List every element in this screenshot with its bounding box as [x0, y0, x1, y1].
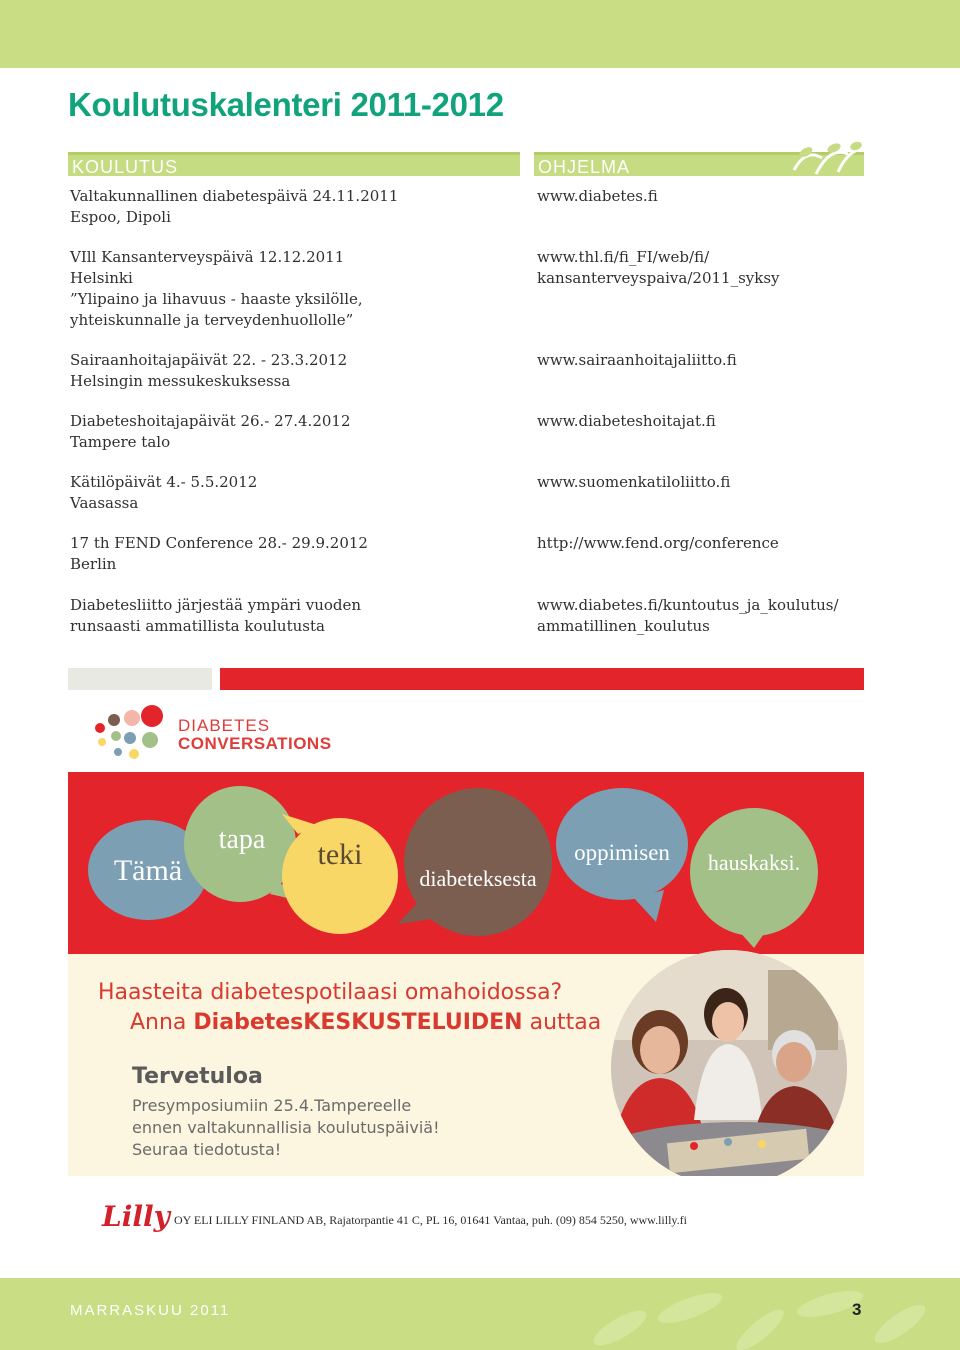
event-link-text: www.sairaanhoitajaliitto.fi — [537, 351, 737, 369]
bubble-hauskaksi — [690, 808, 818, 948]
ad-answer — [130, 1010, 601, 1035]
event-item — [70, 186, 510, 228]
ad-photo-people-icon — [598, 950, 860, 1176]
bubble-text: tapa — [218, 824, 266, 855]
event-item — [70, 350, 510, 392]
event-item — [70, 247, 510, 331]
leaf-decoration-icon — [786, 140, 866, 180]
event-link-text: www.diabeteshoitajat.fi — [537, 412, 716, 430]
divider-bar-gray — [68, 668, 212, 690]
divider-bar-red — [220, 668, 864, 690]
event-item — [70, 411, 510, 453]
event-link[interactable] — [537, 247, 867, 289]
event-title: Sairaanhoitajapäivät 22. - 23.3.2012 — [70, 351, 348, 369]
ad-welcome-line: ennen valtakunnallisia koulutuspäiviä! — [132, 1118, 440, 1137]
column-header-koulutus: KOULUTUS — [68, 152, 520, 176]
event-link[interactable] — [537, 472, 867, 493]
bubble-teki — [282, 814, 398, 934]
event-title: runsaasti ammatillista koulutusta — [70, 617, 325, 635]
event-title: VIll Kansanterveyspäivä 12.12.2011 — [70, 248, 345, 266]
bubble-text: hauskaksi. — [707, 850, 801, 875]
footer-month: MARRASKUU 2011 — [70, 1302, 231, 1319]
ad-logo-line1: DIABETES — [178, 716, 271, 735]
column-header-ohjelma: OHJELMA — [534, 152, 864, 176]
event-subtitle: yhteiskunnalle ja terveydenhuollolle” — [70, 311, 354, 329]
event-link[interactable] — [537, 533, 867, 554]
event-link-text: http://www.fend.org/conference — [537, 534, 779, 552]
diabetes-conversations-logo-icon — [92, 702, 172, 762]
ad-question: Haasteita diabetespotilaasi omahoidossa? — [98, 980, 563, 1005]
event-item — [70, 595, 510, 637]
event-item — [70, 472, 510, 514]
bubble-text: teki — [317, 838, 363, 871]
event-link-text: www.diabetes.fi/kuntoutus_ja_koulutus/ — [537, 596, 839, 614]
event-place: Tampere talo — [70, 433, 171, 451]
bubble-text: Tämä — [113, 854, 183, 887]
page-number: 3 — [852, 1300, 862, 1319]
event-title: Kätilöpäivät 4.- 5.5.2012 — [70, 473, 258, 491]
event-link[interactable] — [537, 595, 867, 637]
lilly-logo-text: Lilly — [102, 1200, 170, 1233]
event-title: 17 th FEND Conference 28.- 29.9.2012 — [70, 534, 368, 552]
ad-welcome-line: Seuraa tiedotusta! — [132, 1140, 282, 1159]
ad-logo-line2: CONVERSATIONS — [178, 734, 332, 753]
event-item — [70, 533, 510, 575]
lilly-logo-icon — [100, 1194, 172, 1238]
bubble-text: diabeteksesta — [419, 866, 537, 891]
event-link-text: ammatillinen_koulutus — [537, 617, 710, 635]
company-address: OY ELI LILLY FINLAND AB, Rajatorpantie 41 C, PL 16, 01641 Vantaa, puh. (09) 854 5250, www.lilly.fi — [174, 1213, 687, 1227]
ad-answer-post: auttaa — [522, 1010, 602, 1035]
bubble-text: oppimisen — [574, 840, 670, 865]
event-title: Diabetesliitto järjestää ympäri vuoden — [70, 596, 362, 614]
event-place: Espoo, Dipoli — [70, 208, 171, 226]
top-color-band — [0, 0, 960, 68]
event-link[interactable] — [537, 350, 867, 371]
ad-answer-pre: Anna — [130, 1010, 194, 1035]
event-link[interactable] — [537, 186, 867, 207]
event-title: Diabeteshoitajapäivät 26.- 27.4.2012 — [70, 412, 351, 430]
page-title: Koulutuskalenteri 2011-2012 — [68, 86, 504, 123]
event-subtitle: ”Ylipaino ja lihavuus - haaste yksilölle, — [70, 290, 363, 308]
event-title: Valtakunnallinen diabetespäivä 24.11.2011 — [70, 187, 399, 205]
ad-welcome: Tervetuloa — [132, 1064, 263, 1089]
event-link[interactable] — [537, 411, 867, 432]
event-place: Helsingin messukeskuksessa — [70, 372, 291, 390]
event-place: Vaasassa — [70, 494, 139, 512]
event-place: Helsinki — [70, 269, 133, 287]
event-link-text: www.diabetes.fi — [537, 187, 658, 205]
bubble-oppimisen — [556, 788, 688, 922]
footer-leaf-decoration-icon — [560, 1278, 960, 1350]
event-link-text: kansanterveyspaiva/2011_syksy — [537, 269, 780, 287]
ad-answer-bold: DiabetesKESKUSTELUIDEN — [193, 1010, 523, 1035]
event-link-text: www.thl.fi/fi_FI/web/fi/ — [537, 248, 710, 266]
event-place: Berlin — [70, 555, 117, 573]
bubble-diabeteksesta — [398, 788, 552, 936]
ad-welcome-line: Presymposiumiin 25.4.Tampereelle — [132, 1096, 412, 1115]
event-link-text: www.suomenkatiloliitto.fi — [537, 473, 731, 491]
